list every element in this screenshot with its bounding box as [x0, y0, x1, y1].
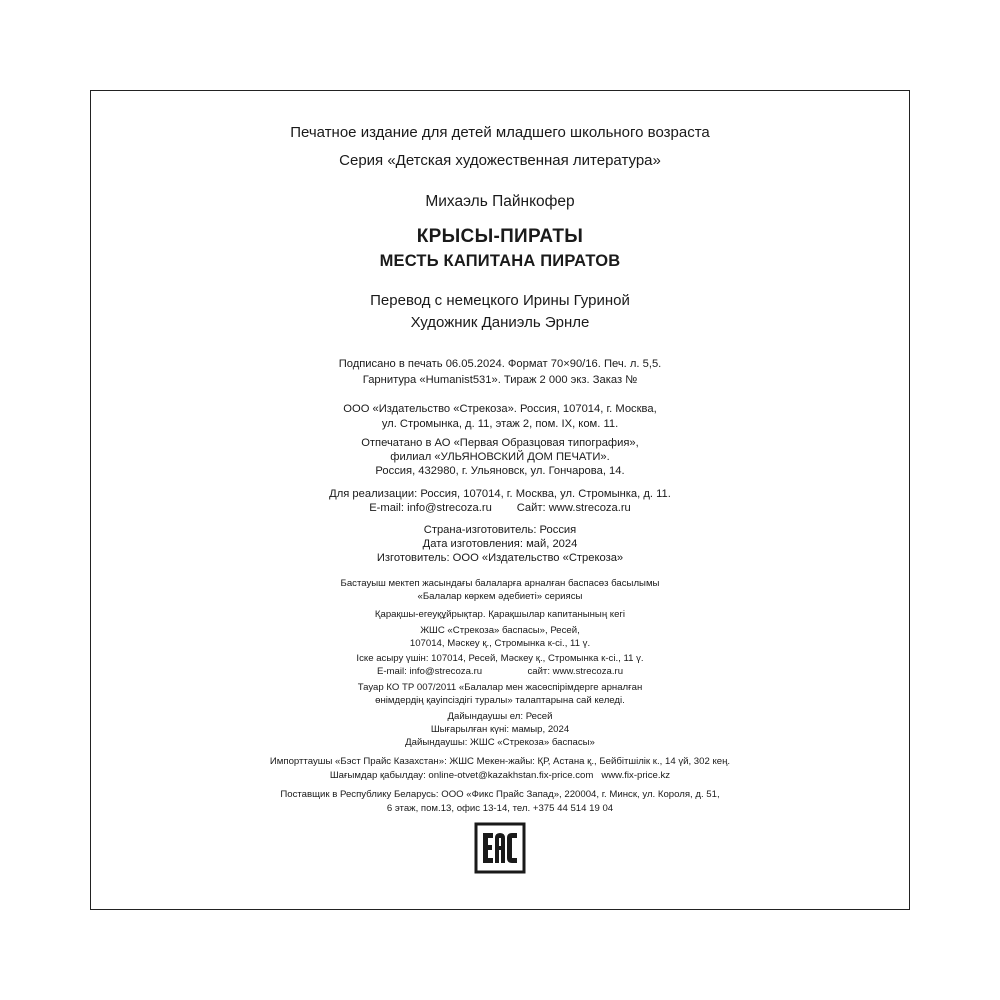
importer-line-2: Шағымдар қабылдау: online-otvet@kazakhstan.fix-price.com www.fix-price.kz [329, 770, 671, 781]
print-info-1: Подписано в печать 06.05.2024. Формат 70×90/16. Печ. л. 5,5. [338, 358, 662, 370]
belarus-supplier-line-2: 6 этаж, пом.13, офис 13-14, тел. +375 44 514 19 04 [386, 803, 614, 814]
kazakh-line-12: Дайындаушы: ЖШС «Стрекоза» баспасы» [405, 737, 595, 748]
translator-credit: Перевод с немецкого Ирины Гуриной [370, 292, 630, 309]
print-info-2: Гарнитура «Humanist531». Тираж 2 000 экз. Заказ № [362, 374, 638, 386]
origin-info-3: Изготовитель: ООО «Издательство «Стрекоза» [376, 552, 624, 564]
kazakh-line-4: ЖШС «Стрекоза» баспасы», Ресей, [420, 625, 580, 636]
header-line-1: Печатное издание для детей младшего школьного возраста [290, 124, 710, 141]
origin-info-2: Дата изготовления: май, 2024 [422, 538, 578, 550]
eac-mark-icon [474, 822, 526, 874]
origin-info-1: Страна-изготовитель: Россия [423, 524, 577, 536]
printer-info-3: Россия, 432980, г. Ульяновск, ул. Гончарова, 14. [375, 465, 625, 477]
author: Михаэль Пайнкофер [425, 193, 575, 210]
belarus-supplier-line-1: Поставщик в Республику Беларусь: ООО «Фикс Прайс Запад», 220004, г. Минск, ул. Короля, д. 51, [280, 789, 720, 800]
kazakh-line-3: Қарақшы-егеуқұйрықтар. Қарақшылар капитанының кегі [374, 609, 626, 620]
publisher-info-1: ООО «Издательство «Стрекоза». Россия, 107014, г. Москва, [343, 403, 657, 415]
sales-info-1: Для реализации: Россия, 107014, г. Москва, ул. Стромынка, д. 11. [329, 488, 671, 500]
kazakh-line-10: Дайындаушы ел: Ресей [447, 711, 553, 722]
kazakh-line-7: E-mail: info@strecoza.ru сайт: www.strecoza.ru [376, 666, 624, 677]
kazakh-line-8: Тауар КО ТР 007/2011 «Балалар мен жасөспірімдерге арналған [357, 682, 643, 693]
importer-line-1: Импорттаушы «Бэст Прайс Казахстан»: ЖШС Мекен-жайы: ҚР, Астана қ., Бейбітшілік к., 14 үй, 302 кең. [269, 756, 731, 767]
sales-info-2: E-mail: info@strecoza.ru Сайт: www.strecoza.ru [369, 502, 631, 514]
book-subtitle: МЕСТЬ КАПИТАНА ПИРАТОВ [379, 252, 621, 270]
kazakh-line-2: «Балалар көркем әдебиеті» сериясы [417, 591, 583, 602]
publisher-info-2: ул. Стромынка, д. 11, этаж 2, пом. IX, ком. 11. [381, 418, 619, 430]
kazakh-line-11: Шығарылған күні: мамыр, 2024 [430, 724, 570, 735]
series-line: Серия «Детская художественная литература» [339, 152, 661, 169]
book-title: КРЫСЫ-ПИРАТЫ [416, 226, 584, 247]
kazakh-line-9: өнімдердің қауіпсіздігі туралы» талаптарына сай келеді. [375, 695, 625, 706]
printer-info-2: филиал «УЛЬЯНОВСКИЙ ДОМ ПЕЧАТИ». [390, 451, 610, 463]
kazakh-line-5: 107014, Мәскеу қ., Стромынка к-сі., 11 ү. [409, 638, 591, 649]
kazakh-line-6: Іске асыру үшін: 107014, Ресей, Мәскеу қ., Стромынка к-сі., 11 ү. [356, 653, 644, 664]
printer-info-1: Отпечатано в АО «Первая Образцовая типография», [361, 437, 639, 449]
kazakh-line-1: Бастауыш мектеп жасындағы балаларға арналған баспасөз басылымы [340, 578, 660, 589]
illustrator-credit: Художник Даниэль Эрнле [410, 314, 590, 331]
